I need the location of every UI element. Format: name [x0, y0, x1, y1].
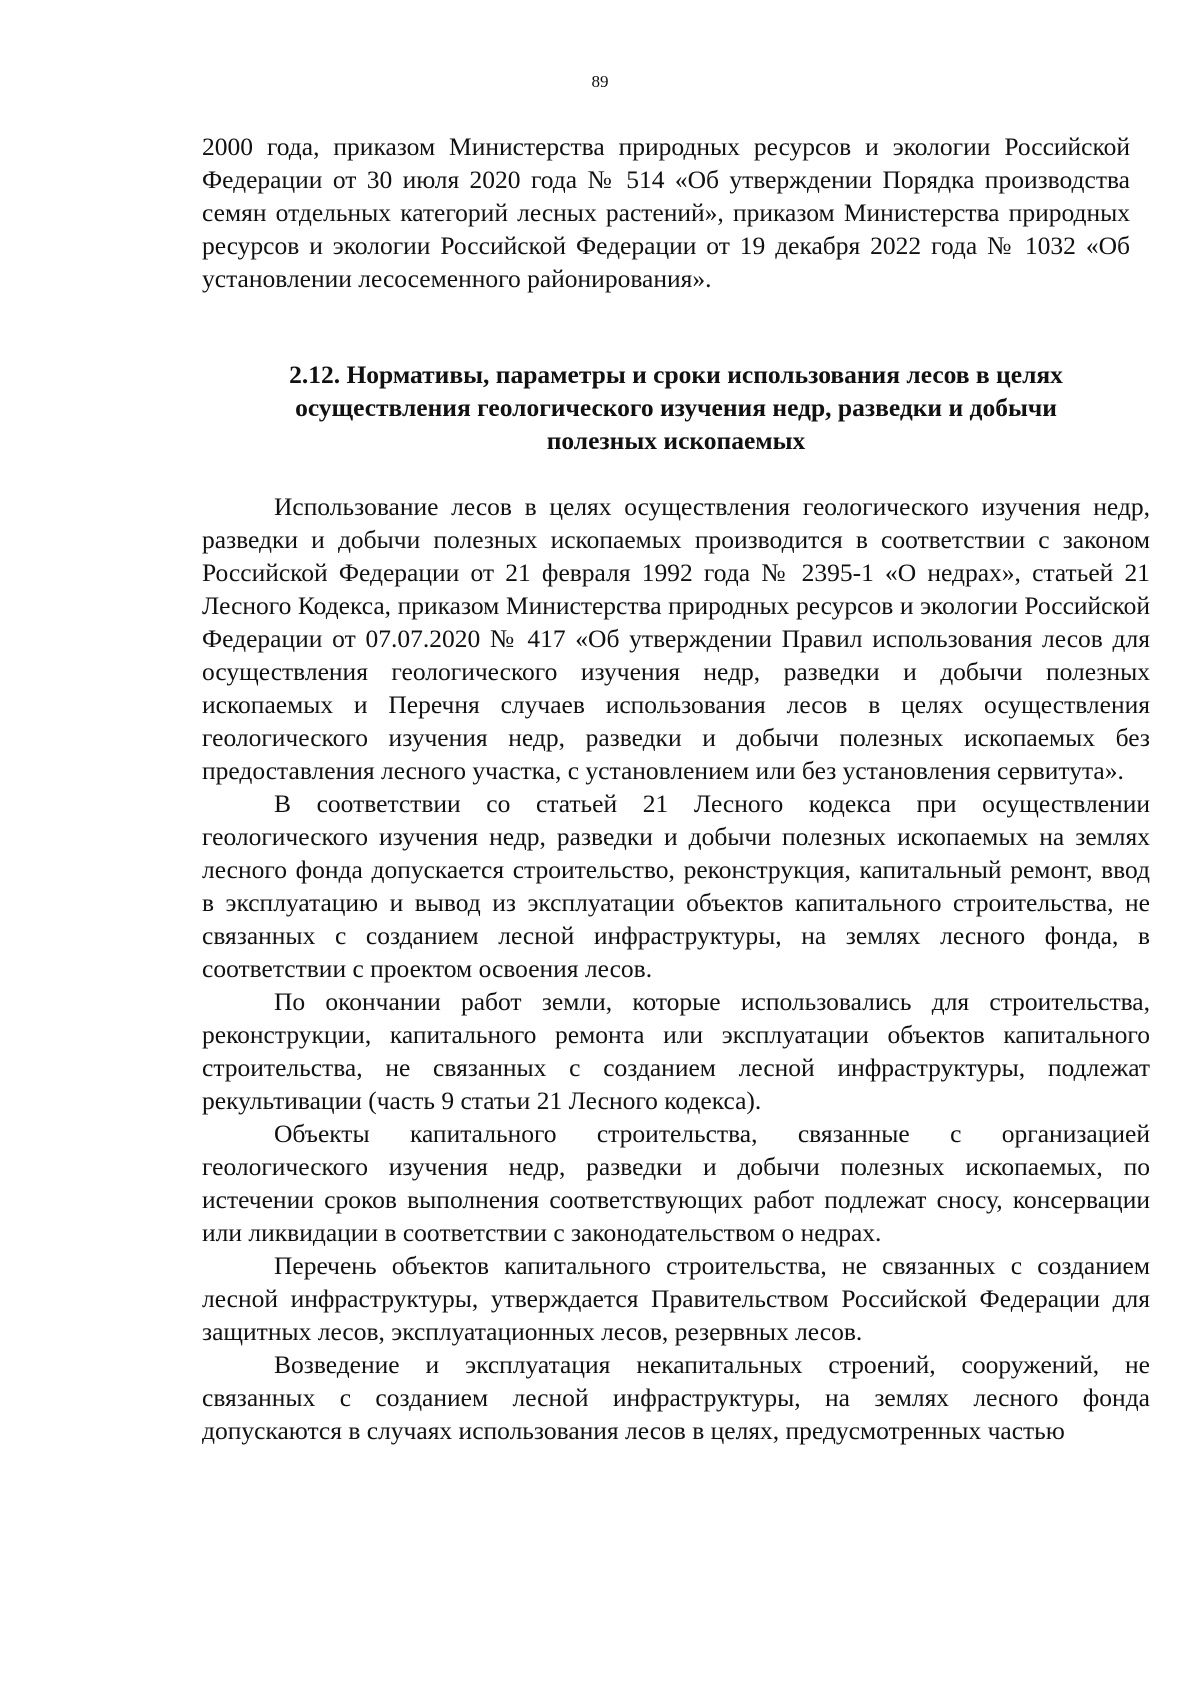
page-number: 89: [591, 72, 609, 91]
section-body: [202, 490, 1150, 1447]
paragraph-usage-basis: Использование лесов в целях осуществления геологического изучения недр, разведки и добычи полезных ископаемых производится в соответствии с законом Российской Федерации от 21 февраля 1992 года № 2395-1 «О недрах», статьей 21 Лесного Кодекса, приказом Министерства природных ресурсов и экологии Российской Федерации от 07.07.2020 № 417 «Об утверждении Правил использования лесов для осуществления геологического изучения недр, разведки и добычи полезных ископаемых и Перечня случаев использования лесов в целях осуществления геологического изучения недр, разведки и добычи полезных ископаемых без предоставления лесного участка, с установлением или без установления сервитута».: [202, 492, 1150, 785]
paragraph-recultivation: По окончании работ земли, которые использовались для строительства, реконструкции, капитального ремонта или эксплуатации объектов капитального строительства, не связанных с созданием лесной инфраструктуры, подлежат рекультивации (часть 9 статьи 21 Лесного кодекса).: [202, 987, 1150, 1115]
section-heading-line-3: полезных ископаемых: [546, 426, 806, 455]
paragraph-non-capital-structures: Возведение и эксплуатация некапитальных строений, сооружений, не связанных с созданием лесной инфраструктуры, на землях лесного фонда допускаются в случаях использования лесов в целях, предусмотренных частью: [202, 1350, 1150, 1445]
paragraph-demolition: Объекты капитального строительства, связанные с организацией геологического изучения недр, разведки и добычи полезных ископаемых, по истечении сроков выполнения соответствующих работ подлежат сносу, консервации или ликвидации в соответствии с законодательством о недрах.: [202, 1119, 1150, 1247]
top-paragraph-block: [202, 130, 1130, 295]
section-heading-line-2: осуществления геологического изучения недр, разведки и добычи: [295, 393, 1057, 422]
paragraph-construction-allowed: В соответствии со статьей 21 Лесного кодекса при осуществлении геологического изучения недр, разведки и добычи полезных ископаемых на землях лесного фонда допускается строительство, реконструкция, капитальный ремонт, ввод в эксплуатацию и вывод из эксплуатации объектов капитального строительства, не связанных с созданием лесной инфраструктуры, на землях лесного фонда, в соответствии с проектом освоения лесов.: [202, 789, 1150, 983]
section-heading: [202, 358, 1150, 457]
section-heading-line-1: 2.12. Нормативы, параметры и сроки использования лесов в целях: [289, 360, 1063, 389]
top-paragraph: 2000 года, приказом Министерства природных ресурсов и экологии Российской Федерации от 30 июля 2020 года № 514 «Об утверждении Порядка производства семян отдельных категорий лесных растений», приказом Министерства природных ресурсов и экологии Российской Федерации от 19 декабря 2022 года № 1032 «Об установлении лесосеменного районирования».: [202, 132, 1130, 293]
paragraph-objects-list: Перечень объектов капитального строительства, не связанных с созданием лесной инфраструктуры, утверждается Правительством Российской Федерации для защитных лесов, эксплуатационных лесов, резервных лесов.: [202, 1251, 1150, 1346]
